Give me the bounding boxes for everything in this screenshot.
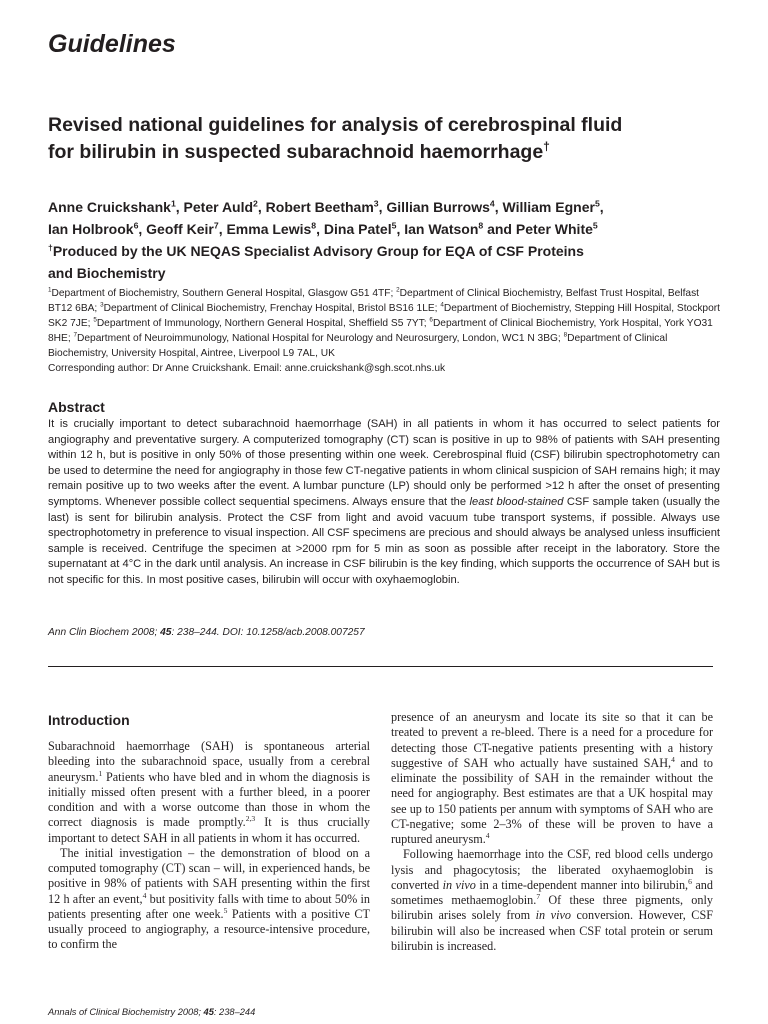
- body-text: presence of an aneurysm and locate its site so that it can be treated to prevent a re-bleed. There is a need for a procedure for detecting those CT-negative patients presenting with a history suggestive of SAH who actually have sustained SAH,: [391, 710, 713, 770]
- author-name: Dina Patel: [323, 221, 392, 237]
- affiliations: [48, 286, 720, 377]
- body-column-right: [391, 710, 713, 954]
- abstract-body: [48, 417, 720, 589]
- italic-term: in vivo: [535, 908, 571, 923]
- footer-year: 2008;: [175, 1007, 204, 1017]
- body-text: Patients with a positive CT usually proceed to angiography, a resource-intensive procedure, to confirm the: [48, 906, 370, 952]
- affiliation-text: Department of Immunology, Northern General Hospital, Sheffield S5 7YT;: [96, 318, 430, 330]
- body-text: but positivity falls with time to about 50% in patients presenting after one week.: [48, 891, 371, 921]
- footer-volume: 45: [203, 1007, 214, 1017]
- section-label: Guidelines: [48, 30, 176, 58]
- author-name: Gillian Burrows: [386, 199, 490, 215]
- body-text: Following haemorrhage into the CSF, red blood cells undergo lysis and phagocytosis; the liberated oxyhaemoglobin is converted: [391, 847, 713, 892]
- author-list: [48, 196, 718, 240]
- author-affiliation-mark: 6: [133, 220, 139, 231]
- corresponding-author: Corresponding author: Dr Anne Cruickshank. Email: anne.cruickshank@sgh.scot.nhs.uk: [48, 363, 446, 375]
- affiliation-mark: 5: [93, 316, 97, 324]
- author-group-line-1: Produced by the UK NEQAS Specialist Advisory Group for EQA of CSF Proteins: [52, 243, 584, 259]
- affiliation-text: Department of Clinical Biochemistry, Belfast Trust Hospital, Belfast BT12 6BA;: [48, 288, 699, 315]
- author-name: Emma Lewis: [226, 221, 312, 237]
- reference-mark: 4: [671, 754, 675, 764]
- reference-mark: 6: [688, 876, 692, 886]
- citation: [48, 627, 365, 638]
- author-separator: ,: [316, 221, 324, 237]
- italic-term: in vivo: [442, 877, 476, 892]
- author-affiliation-mark: 5: [391, 220, 397, 231]
- title-line-2-text: for bilirubin in suspected subarachnoid haemorrhage: [48, 141, 544, 163]
- author-name: Anne Cruickshank: [48, 199, 171, 215]
- author-group: [48, 240, 718, 262]
- group-dagger: †: [48, 242, 53, 253]
- abstract-text-2: CSF sample taken (usually the last) is sent for bilirubin analysis. Protect the CSF from light and avoid vacuum tube transport systems, if possible. Always use spectrophotometry in preference to visual inspection. All CSF specimens are precious and should always be analysed unless insufficient sample is received. Centrifuge the specimen at >2000 rpm for 5 min as soon as possible after receipt in the laboratory. Store the supernatant at 4°C in the dark until analysis. An increase in CSF bilirubin is the key finding, which supports the occurrence of SAH but is not specific for this. In most positive cases, bilirubin will occur with oxyhaemoglobin.: [48, 495, 720, 586]
- body-text: The initial investigation – the demonstration of blood on a computed tomography (CT) scan – will, in experienced hands, be positive in 98% of patients with SAH presenting within the first 12 h after an event,: [48, 845, 370, 906]
- author-affiliation-mark: 7: [213, 220, 219, 231]
- author-affiliation-mark: 1: [170, 198, 176, 209]
- footer-pages: : 238–244: [213, 1007, 256, 1017]
- affiliation-mark: 2: [396, 286, 400, 294]
- reference-mark: 4: [485, 830, 490, 840]
- affiliation-text: Department of Biochemistry, Southern General Hospital, Glasgow G51 4TF;: [51, 288, 397, 299]
- introduction-heading: Introduction: [48, 712, 130, 728]
- affiliation-mark: 8: [563, 331, 568, 339]
- affiliation-text: Department of Clinical Biochemistry, Frenchay Hospital, Bristol BS16 1LE;: [103, 303, 441, 315]
- body-text: It is thus crucially important to detect SAH in all patients in whom it has occurred.: [48, 815, 370, 845]
- author-affiliation-mark: 2: [253, 198, 258, 209]
- body-text: conversion. However, CSF bilirubin will also be increased when CSF total protein or serum bilirubin is increased.: [391, 908, 713, 953]
- author-separator: ,: [257, 199, 266, 215]
- affiliation-mark: 4: [440, 301, 444, 309]
- author-separator: ,: [494, 199, 503, 215]
- author-separator: ,: [396, 221, 405, 237]
- reference-mark: 1: [98, 768, 103, 778]
- body-text: Patients who have bled and in whom the diagnosis is initially missed often present with a further bleed, in a poorer condition and with a worse outcome than those in whom the correct diagnosis is made promptly.: [48, 769, 370, 830]
- reference-mark: 4: [142, 890, 147, 900]
- affiliation-text: Department of Neuroimmunology, National Hospital for Neurology and Neurosurgery, London, WC1 N 3BG;: [77, 333, 564, 345]
- author-separator: ,: [218, 221, 227, 237]
- citation-volume: 45: [160, 627, 172, 638]
- intro-paragraph-3: [391, 710, 713, 847]
- section-divider: [48, 666, 713, 667]
- body-column-left: [48, 739, 370, 953]
- author-name: Robert Beetham: [265, 199, 374, 215]
- author-name: Ian Holbrook: [48, 221, 134, 237]
- citation-rest: : 238–244. DOI: 10.1258/acb.2008.007257: [171, 627, 365, 638]
- author-separator: ,: [599, 199, 604, 215]
- reference-mark: 2,3: [245, 814, 256, 824]
- page-footer: [48, 1007, 255, 1017]
- author-affiliation-mark: 3: [373, 198, 379, 209]
- title-dagger: †: [543, 139, 550, 154]
- intro-paragraph-4: [391, 847, 713, 954]
- author-affiliation-mark: 8: [478, 220, 484, 231]
- author-separator: ,: [378, 199, 387, 215]
- author-name: William Egner: [502, 199, 595, 215]
- citation-journal: Ann Clin Biochem: [48, 627, 129, 638]
- affiliation-mark: 1: [48, 286, 52, 294]
- affiliation-mark: 3: [100, 301, 104, 309]
- footer-journal: Annals of Clinical Biochemistry: [48, 1007, 176, 1017]
- body-text: in a time-dependent manner into bilirubin,: [475, 877, 689, 892]
- author-affiliation-mark: 5: [594, 198, 600, 209]
- affiliation-text: Department of Clinical Biochemistry, University Hospital, Aintree, Liverpool L9 7AL, UK: [48, 333, 668, 360]
- affiliation-list: [48, 286, 720, 361]
- title-line-2: [48, 139, 718, 166]
- author-separator: ,: [138, 221, 147, 237]
- author-separator: and: [483, 221, 516, 237]
- abstract-heading: Abstract: [48, 399, 105, 415]
- author-block: [48, 196, 718, 284]
- abstract-emphasis: least blood-stained: [469, 495, 564, 508]
- affiliation-mark: 6: [429, 316, 433, 324]
- intro-paragraph-1: [48, 739, 370, 846]
- abstract-text-1: It is crucially important to detect subarachnoid haemorrhage (SAH) in all patients in whom it has occurred to select patients for angiography and preventative surgery. A computerized tomography (CT) scan is positive in up to 98% of patients with SAH presenting within 12 h, but is positive in only 50% of those presenting within one week. Cerebrospinal fluid (CSF) bilirubin spectrophotometry can be used to determine the need for angiography in those few CT-negative patients in whom clinical suspicion of SAH remains high; it may remain positive up to two weeks after the event. A lumbar puncture (LP) should only be performed >12 h after the onset of presenting symptoms. Whenever possible collect sequential specimens. Always ensure that the: [48, 418, 720, 508]
- intro-paragraph-2: [48, 846, 370, 953]
- author-affiliation-mark: 5: [592, 220, 598, 231]
- reference-mark: 7: [536, 891, 541, 901]
- affiliation-mark: 7: [73, 331, 77, 339]
- author-name: Peter White: [515, 221, 593, 237]
- affiliation-text: Department of Biochemistry, Stepping Hill Hospital, Stockport SK2 7JE;: [48, 303, 720, 330]
- author-affiliation-mark: 4: [489, 198, 495, 209]
- author-name: Ian Watson: [404, 221, 479, 237]
- body-text: Of these three pigments, only bilirubin arises solely from: [391, 893, 713, 923]
- author-name: Geoff Keir: [146, 221, 214, 237]
- body-text: and to eliminate the possibility of SAH in the remainder without the need for angiography. Best estimates are that a UK hospital may see up to 150 patients per annum with symptoms of SAH who are CT-negative; some 2–3% of these will be proven to have a ruptured aneurysm.: [391, 755, 714, 846]
- author-group-line-2: and Biochemistry: [48, 265, 166, 281]
- reference-mark: 5: [223, 905, 228, 915]
- author-affiliation-mark: 8: [311, 220, 317, 231]
- citation-year: 2008;: [128, 627, 161, 638]
- affiliation-text: Department of Clinical Biochemistry, York Hospital, York YO31 8HE;: [48, 318, 713, 345]
- title-line-1: Revised national guidelines for analysis of cerebrospinal fluid: [48, 114, 623, 136]
- body-text: and sometimes methaemoglobin.: [391, 877, 713, 907]
- author-separator: ,: [175, 199, 184, 215]
- author-name: Peter Auld: [183, 199, 254, 215]
- body-text: Subarachnoid haemorrhage (SAH) is spontaneous arterial bleeding into the subarachnoid space, usually from a cerebral aneurysm.: [48, 739, 370, 784]
- article-title: [48, 112, 718, 166]
